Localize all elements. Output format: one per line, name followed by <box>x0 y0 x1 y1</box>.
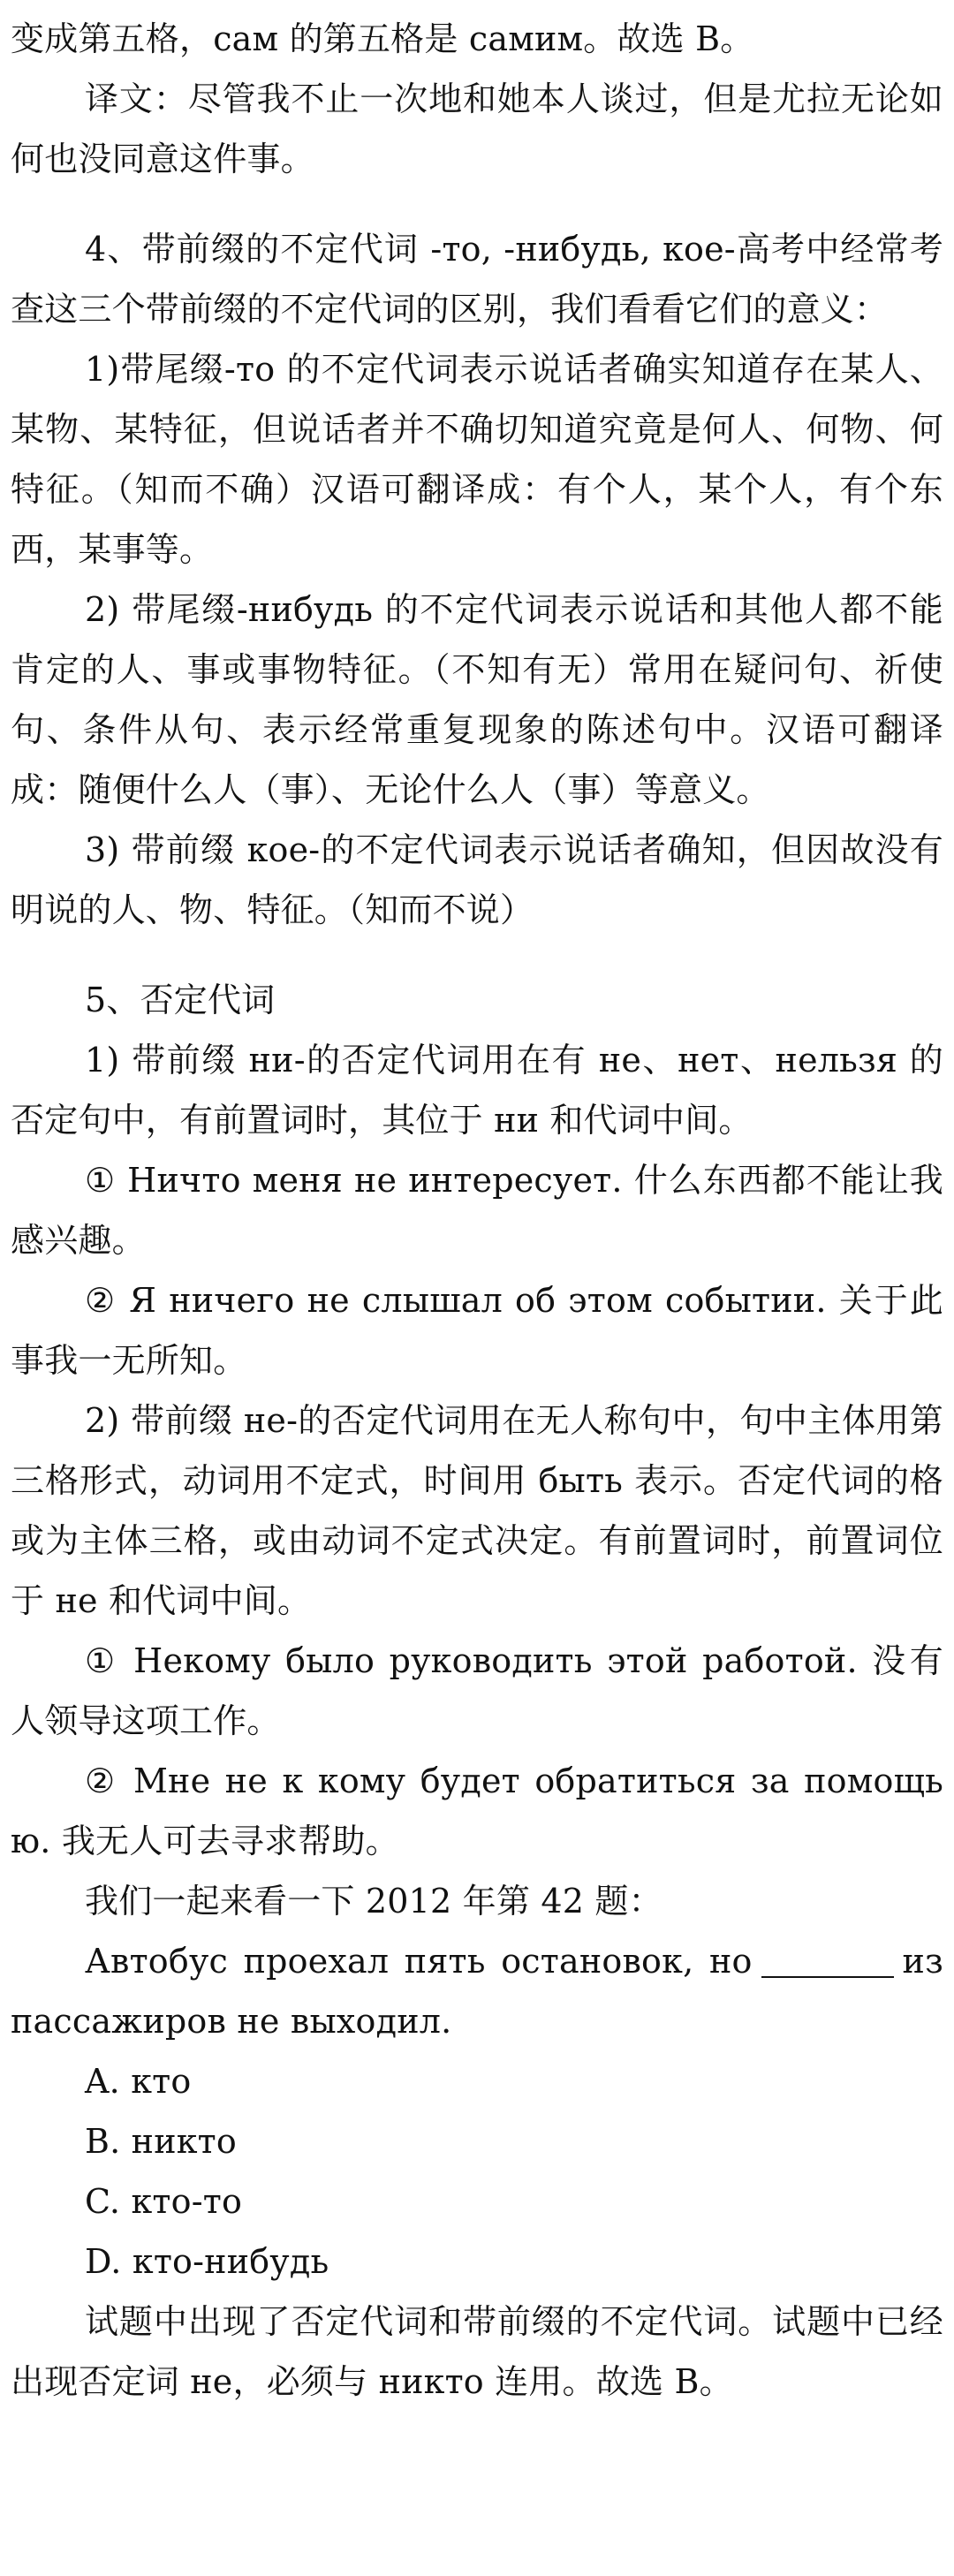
option-c: C. кто-то <box>85 2182 243 2221</box>
paragraph-exam-intro: 我们一起来看一下 2012 年第 42 题： <box>85 1882 662 1921</box>
example-2-ne: ② Мне не к кому будет обратиться за помощью. 我无人可去寻求帮助。 <box>11 1762 943 1860</box>
example-1-ne: ① Некому было руководить этой работой. 没有人领导这项工作。 <box>11 1641 943 1740</box>
paragraph-suffix-nibud: 2) 带尾缀-нибудь 的不定代词表示说话和其他人都不能肯定的人、事或事物特征。（不知有无）常用在疑问句、祈使句、条件从句、表示经常重复现象的陈述句中。汉语可翻译成：随便什么人（事）、无论什么人（事）等意义。 <box>11 590 943 809</box>
exam-question <box>11 1931 943 2051</box>
paragraph-prefix-ne: 2) 带前缀 не-的否定代词用在无人称句中，句中主体用第三格形式，动词用不定式，时间用 быть 表示。否定代词的格或为主体三格，或由动词不定式决定。有前置词时，前置词位于 не 和代词中间。 <box>11 1401 943 1620</box>
option-d: D. кто-нибудь <box>85 2242 329 2281</box>
paragraph-prefix-ni: 1) 带前缀 ни-的否定代词用在有 не、нет、нельзя 的否定句中，有前置词时，其位于 ни 和代词中间。 <box>11 1041 943 1140</box>
paragraph-answer-explanation: 变成第五格，сам 的第五格是 самим。故选 B。 <box>11 19 754 58</box>
question-text-after: из пассажиров не выходил. <box>11 1942 943 2041</box>
paragraph-prefix-koe: 3) 带前缀 кое-的不定代词表示说话者确知，但因故没有明说的人、物、特征。（知而不说） <box>11 830 943 929</box>
question-text-before: Автобус проехал пять остановок, но <box>85 1942 753 1981</box>
section-heading-indefinite-pronouns: 4、带前缀的不定代词 -то, -нибудь, кое-高考中经常考查这三个带前缀的不定代词的区别，我们看看它们的意义： <box>11 230 943 329</box>
option-a: A. кто <box>85 2062 192 2101</box>
example-1-ni: ① Ничто меня не интересует. 什么东西都不能让我感兴趣。 <box>11 1161 943 1260</box>
section-heading-negative-pronouns: 5、否定代词 <box>85 981 276 1019</box>
answer-blank <box>761 1946 894 1978</box>
option-b: B. никто <box>85 2122 237 2161</box>
paragraph-translation: 译文：尽管我不止一次地和她本人谈过，但是尤拉无论如何也没同意这件事。 <box>11 80 943 178</box>
paragraph-conclusion: 试题中出现了否定代词和带前缀的不定代词。试题中已经出现否定词 не，必须与 никто 连用。故选 B。 <box>11 2302 943 2401</box>
example-2-ni: ② Я ничего не слышал об этом событии. 关于此事我一无所知。 <box>11 1281 943 1380</box>
paragraph-suffix-to: 1)带尾缀-то 的不定代词表示说话者确实知道存在某人、某物、某特征，但说话者并不确切知道究竟是何人、何物、何特征。（知而不确）汉语可翻译成：有个人，某个人，有个东西，某事等。 <box>11 350 943 569</box>
